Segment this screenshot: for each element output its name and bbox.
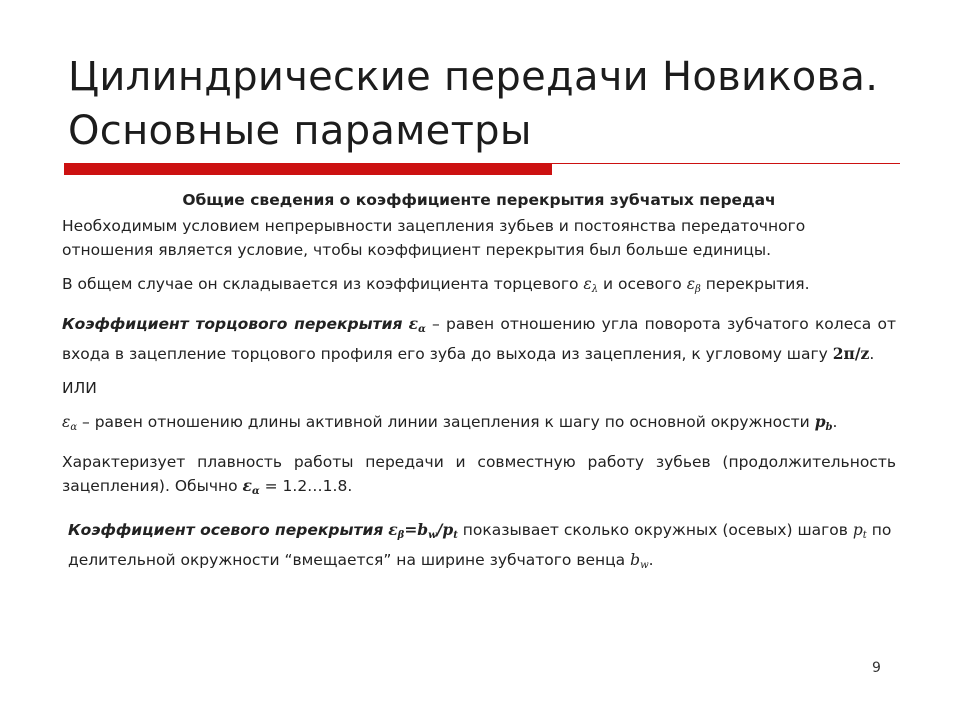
pitch-symbol: p [814, 412, 826, 431]
face-width-equation: =b [404, 520, 429, 539]
smoothness-text: Характеризует плавность работы передачи и совместную работу зубьев (продолжительность зацепления). Обычно [62, 453, 896, 495]
alpha-subscript: α [418, 324, 426, 335]
axial-ratio-text-2: по делительной окружности “вмещается” на ширине зубчатого венца [68, 521, 892, 569]
axial-ratio-end: . [648, 551, 654, 569]
epsilon-symbol: ε [583, 275, 592, 293]
alpha-subscript: α [251, 486, 260, 497]
paragraph-smoothness [62, 450, 896, 504]
transverse-ratio-term: Коэффициент торцового перекрытия [62, 315, 403, 333]
base-subscript: b [825, 422, 833, 433]
epsilon-symbol: ε [242, 476, 252, 495]
components-text-before: В общем случае он складывается из коэффициента торцевого [62, 275, 584, 293]
transverse-ratio-alt-end: . [832, 413, 838, 431]
paragraph-transverse-ratio-alt [62, 410, 896, 440]
transverse-ratio-end: . [869, 345, 875, 363]
angular-pitch-formula: 2π/z [832, 344, 870, 363]
typical-range-value: = 1.2…1.8. [259, 477, 353, 495]
epsilon-symbol: ε [62, 413, 71, 431]
axial-ratio-term: Коэффициент осевого перекрытия [68, 521, 384, 539]
components-text-mid: и осевого [598, 275, 687, 293]
paragraph-components [62, 272, 896, 302]
paragraph-transverse-ratio [62, 312, 896, 366]
slide-title: Цилиндрические передачи Новикова. Основные параметры [68, 54, 879, 154]
axial-ratio-text-1: показывает сколько окружных (осевых) шагов [457, 521, 853, 539]
alpha-subscript: α [70, 422, 78, 433]
transverse-ratio-text: – равен отношению угла поворота зубчатого колеса от входа в зацепление торцового профиля его зуба до выхода из зацепления, к угловому шагу [62, 315, 896, 363]
epsilon-symbol: ε [686, 275, 696, 293]
beta-subscript: β [695, 284, 701, 295]
width-symbol: b [630, 551, 641, 569]
t-subscript: t [453, 530, 458, 541]
components-text-after: перекрытия. [700, 275, 810, 293]
pitch-symbol: p [852, 521, 863, 539]
paragraph-axial-ratio [62, 518, 896, 578]
w-subscript: w [640, 560, 649, 571]
beta-subscript: β [397, 530, 405, 541]
epsilon-symbol: ε [408, 314, 419, 333]
section-heading: Общие сведения о коэффициенте перекрытия зубчатых передач [182, 191, 776, 209]
lambda-subscript: λ [591, 284, 599, 295]
title-underline-thick [64, 164, 552, 175]
or-separator: ИЛИ [62, 379, 97, 397]
w-subscript: w [428, 530, 437, 541]
page-number: 9 [872, 660, 881, 676]
transverse-ratio-alt-text: – равен отношению длины активной линии зацепления к шагу по основной окружности [77, 413, 815, 431]
slide-body [62, 188, 896, 588]
epsilon-symbol: ε [388, 520, 398, 539]
t-subscript: t [862, 530, 867, 541]
paragraph-condition: Необходимым условием непрерывности зацепления зубьев и постоянства передаточного отношения является условие, чтобы коэффициент перекрытия был больше единицы. [62, 217, 806, 259]
pitch-divisor: /p [436, 520, 454, 539]
